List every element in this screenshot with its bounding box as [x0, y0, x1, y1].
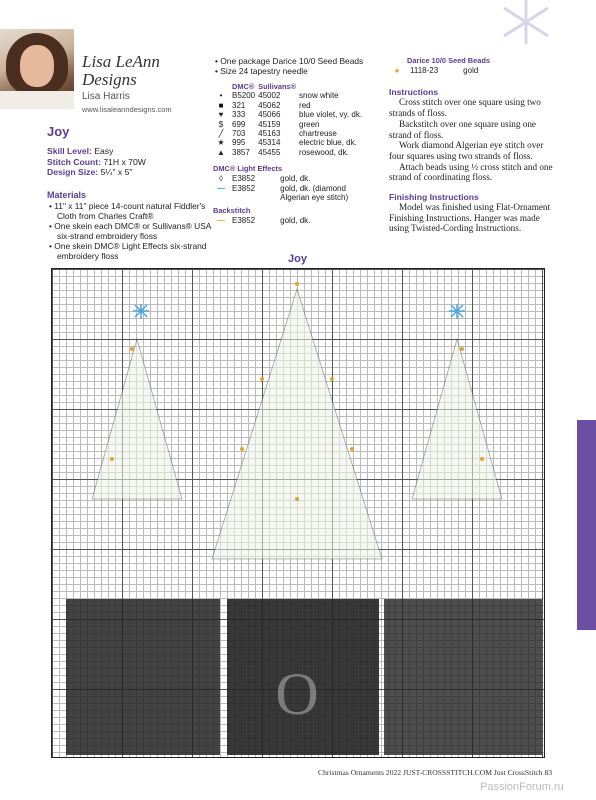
- finishing-text: Model was finished using Flat-Ornament Finishing Instructions. Hanger was made using Twisted-Cording Instructions.: [389, 202, 551, 234]
- table-row: ▲ 3857 45455 rosewood, dk.: [217, 147, 349, 157]
- table-row: — E3852 gold, dk. (diamond Algerian eye stitch): [217, 183, 349, 203]
- finishing-heading: Finishing Instructions: [389, 192, 479, 203]
- chart-title: Joy: [288, 253, 307, 265]
- light-effects-heading: DMC® Light Effects: [213, 164, 283, 174]
- snowflake-icon: [496, 0, 556, 44]
- table-row: ╱ 703 45163 chartreuse: [218, 129, 337, 139]
- table-row: $ 699 45159 green: [218, 119, 320, 129]
- list-item: • 11" x 11" piece 14-count natural Fiddler's Cloth from Charles Craft®: [49, 201, 206, 221]
- table-row: ● 1118-23 gold: [394, 66, 479, 75]
- project-title: Joy: [47, 124, 70, 139]
- table-row: — E3852 gold, dk.: [217, 216, 311, 226]
- table-row: • B5200 45002 snow white: [219, 91, 339, 101]
- key-column: [213, 56, 365, 226]
- instructions-heading: Instructions: [389, 87, 439, 98]
- materials-heading: Materials: [47, 190, 87, 200]
- chart-motifs: [52, 269, 544, 757]
- instructions-text: Cross stitch over one square using two strands of floss. Backstitch over one square using one strand of floss. Work diamond Algerian eye stitch over four squares using two strands of floss. Attach beads using ½ cross stitch and one strand of coordinating floss.: [389, 97, 553, 183]
- page-footer: Christmas Ornaments 2022 JUST-CROSSSTITCH.COM Just CrossStitch 83: [318, 768, 553, 777]
- list-item: • One skein DMC® Light Effects six-strand embroidery floss: [49, 241, 207, 261]
- project-specs: Skill Level: Easy Stitch Count: 71H x 70W Design Size: 5¼" x 5": [47, 146, 146, 177]
- designer-person: Lisa Harris: [82, 91, 130, 102]
- list-item: • Size 24 tapestry needle: [215, 66, 308, 76]
- list-item: • One package Darice 10/0 Seed Beads: [215, 56, 364, 66]
- backstitch-heading: Backstitch: [213, 206, 251, 216]
- table-row: ◊ E3852 gold, dk.: [219, 174, 311, 184]
- cross-stitch-chart: [51, 268, 545, 758]
- designer-name: Lisa LeAnn Designs: [82, 52, 160, 89]
- materials-list: [47, 201, 212, 261]
- svg-text:O: O: [275, 661, 319, 727]
- decorative-stripe: [577, 420, 596, 630]
- floss-key-table: DMC® Sullivans® • B5200 45002 snow white ■ 321 45062 red ♥ 333 45066 blue violet, vy. dk. $ 699 45159 green ╱ 703 45163 chartreuse ★ 995 45314 electric blue, dk. ▲ 3857 45455 rosewood, dk.: [213, 82, 365, 157]
- watermark: PassionForum.ru: [480, 781, 564, 793]
- table-row: ■ 321 45062 red: [218, 100, 311, 110]
- beads-heading: Darice 10/0 Seed Beads: [407, 56, 490, 65]
- list-item: • One skein each DMC® or Sullivans® USA six-strand embroidery floss: [49, 221, 211, 241]
- designer-website[interactable]: www.lisaleanndesigns.com: [82, 105, 172, 114]
- table-row: ★ 995 45314 electric blue, dk.: [217, 138, 357, 148]
- instructions-column: [389, 56, 559, 234]
- table-row: ♥ 333 45066 blue violet, vy. dk.: [218, 110, 363, 120]
- designer-photo: [0, 29, 74, 109]
